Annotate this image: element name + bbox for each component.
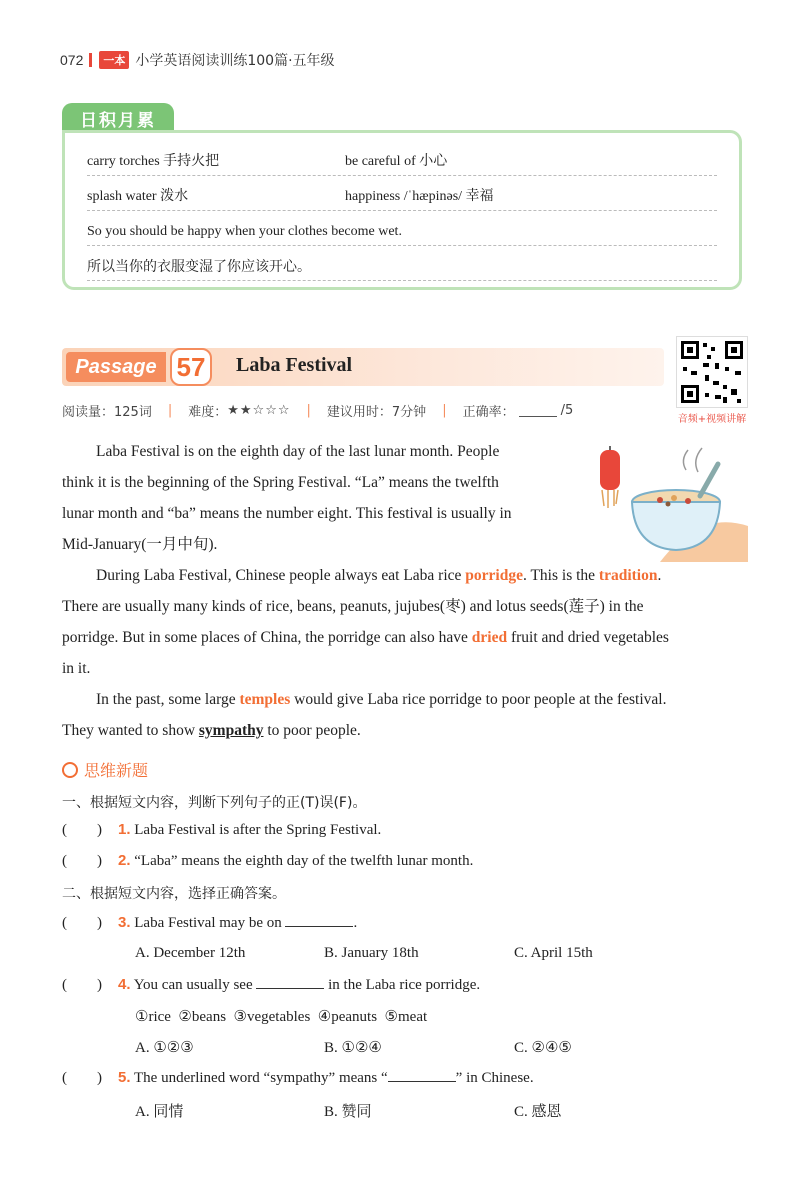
question-text: in the Laba rice porridge.	[328, 977, 481, 993]
question-text: ” in Chinese.	[455, 1070, 534, 1086]
keyword-dried: dried	[471, 629, 508, 646]
option-b[interactable]: B. ①②④	[324, 1040, 382, 1056]
vocab-item: carry torches 手持火把	[87, 154, 220, 169]
text-span: fruit and dried vegetables	[507, 629, 669, 646]
question-number: 4.	[118, 976, 131, 993]
vocab-row	[87, 254, 717, 281]
qr-code[interactable]	[676, 336, 748, 408]
word-count: 阅读量：125词	[62, 405, 152, 420]
keyword-porridge: porridge	[465, 567, 523, 584]
vocab-sentence: So you should be happy when your clothes become wet.	[87, 224, 402, 239]
paragraph-3-line	[62, 715, 361, 746]
fill-blank[interactable]	[256, 976, 324, 989]
paragraph-1-line: Laba Festival is on the eighth day of the last lunar month. People	[96, 443, 500, 460]
text-span: In the past, some large	[96, 691, 240, 708]
meta-divider: |	[306, 403, 311, 418]
question-4	[62, 976, 480, 994]
question-1	[62, 821, 381, 839]
question-text: The underlined word “sympathy” means “	[134, 1070, 388, 1086]
option-a[interactable]: A. December 12th	[135, 945, 246, 961]
answer-blank[interactable]: ( )	[62, 822, 102, 838]
text-span: They wanted to show	[62, 722, 199, 739]
vocab-row	[87, 219, 717, 246]
option-b[interactable]: B. January 18th	[324, 945, 419, 961]
accuracy-label: 正确率：	[462, 405, 515, 420]
header-divider	[89, 53, 92, 67]
section-title-text: 思维新题	[84, 761, 149, 780]
vocab-item: splash water 泼水	[87, 189, 189, 204]
fill-blank[interactable]	[285, 914, 353, 927]
page-number: 072	[60, 52, 84, 68]
vocab-item: be careful of 小心	[345, 154, 448, 169]
meta-divider: |	[442, 403, 447, 418]
difficulty-label: 难度：	[188, 405, 228, 420]
book-title: 小学英语阅读训练100篇·五年级	[135, 53, 335, 69]
paragraph-2-line: in it.	[62, 660, 91, 677]
question-number: 2.	[118, 852, 131, 869]
question-text: .	[353, 915, 358, 931]
lightbulb-icon	[62, 762, 78, 778]
accuracy-blank[interactable]	[519, 404, 557, 417]
option-c[interactable]: C. ②④⑤	[514, 1040, 572, 1056]
text-span: porridge. But in some places of China, the porridge can also have	[62, 629, 472, 646]
question-text: Laba Festival may be on	[134, 915, 282, 931]
option-a[interactable]: A. 同情	[135, 1104, 184, 1120]
paragraph-2-line: There are usually many kinds of rice, beans, peanuts, jujubes(枣) and lotus seeds(莲子) in the	[62, 598, 644, 615]
porridge-illustration	[590, 440, 748, 562]
qr-label: 音频+视频讲解	[677, 414, 747, 425]
question-text: You can usually see	[133, 977, 253, 993]
option-c[interactable]: C. April 15th	[514, 945, 593, 961]
meta-divider: |	[167, 403, 173, 418]
option-b[interactable]: B. 赞同	[324, 1104, 372, 1120]
answer-blank[interactable]: ( )	[62, 1070, 102, 1086]
text-span: . This is the	[522, 567, 599, 584]
publisher-logo: 一本	[99, 51, 129, 69]
option-a[interactable]: A. ①②③	[135, 1040, 194, 1056]
passage-number: 57	[170, 348, 212, 386]
question-number: 5.	[118, 1069, 131, 1086]
question-text: “Laba” means the eighth day of the twelfth lunar month.	[134, 853, 474, 869]
vocab-row	[87, 149, 717, 176]
question-number: 1.	[118, 821, 131, 838]
passage-label: Passage	[66, 352, 166, 382]
vocab-box	[62, 130, 742, 290]
keyword-temples: temples	[239, 691, 291, 708]
vocab-translation: 所以当你的衣服变湿了你应该开心。	[87, 259, 311, 275]
fill-blank[interactable]	[388, 1069, 456, 1082]
part2-instruction: 二、根据短文内容，选择正确答案。	[62, 886, 286, 902]
paragraph-1-line: think it is the beginning of the Spring Festival. “La” means the twelfth	[62, 474, 499, 491]
paragraph-3-line	[96, 684, 666, 715]
passage-banner	[62, 348, 664, 386]
text-span: During Laba Festival, Chinese people always eat Laba rice	[96, 567, 466, 584]
suggested-time: 建议用时：7分钟	[326, 405, 427, 420]
difficulty-stars: ★★☆☆☆	[227, 403, 291, 418]
paragraph-1-line: lunar month and “ba” means the number eight. This festival is usually in	[62, 505, 512, 522]
answer-blank[interactable]: ( )	[62, 915, 102, 931]
option-c[interactable]: C. 感恩	[514, 1104, 562, 1120]
accuracy-total: /5	[560, 403, 574, 418]
text-span: .	[657, 567, 662, 584]
question-5	[62, 1069, 534, 1087]
question-text: Laba Festival is after the Spring Festival.	[134, 822, 382, 838]
question-2	[62, 852, 473, 870]
text-span: would give Laba rice porridge to poor people at the festival.	[290, 691, 667, 708]
question-number: 3.	[118, 914, 131, 931]
underlined-word-sympathy: sympathy	[198, 722, 264, 739]
vocab-row	[87, 184, 717, 211]
passage-title: Laba Festival	[236, 354, 353, 376]
part1-instruction: 一、根据短文内容，判断下列句子的正(T)误(F)。	[62, 795, 367, 811]
question-3	[62, 914, 357, 932]
exercise-section-title	[62, 758, 148, 781]
answer-blank[interactable]: ( )	[62, 977, 102, 993]
text-span: to poor people.	[263, 722, 361, 739]
keyword-tradition: tradition	[598, 567, 658, 584]
item-list: ①rice ②beans ③vegetables ④peanuts ⑤meat	[135, 1009, 428, 1025]
paragraph-2-line	[96, 560, 661, 591]
passage-meta	[62, 401, 573, 420]
paragraph-1-line: Mid-January(一月中旬).	[62, 536, 218, 553]
paragraph-2-line	[62, 622, 669, 653]
vocab-item: happiness /ˈhæpinəs/ 幸福	[345, 189, 494, 204]
answer-blank[interactable]: ( )	[62, 853, 102, 869]
page-header	[60, 48, 335, 72]
vocab-tab: 日积月累	[62, 103, 174, 133]
